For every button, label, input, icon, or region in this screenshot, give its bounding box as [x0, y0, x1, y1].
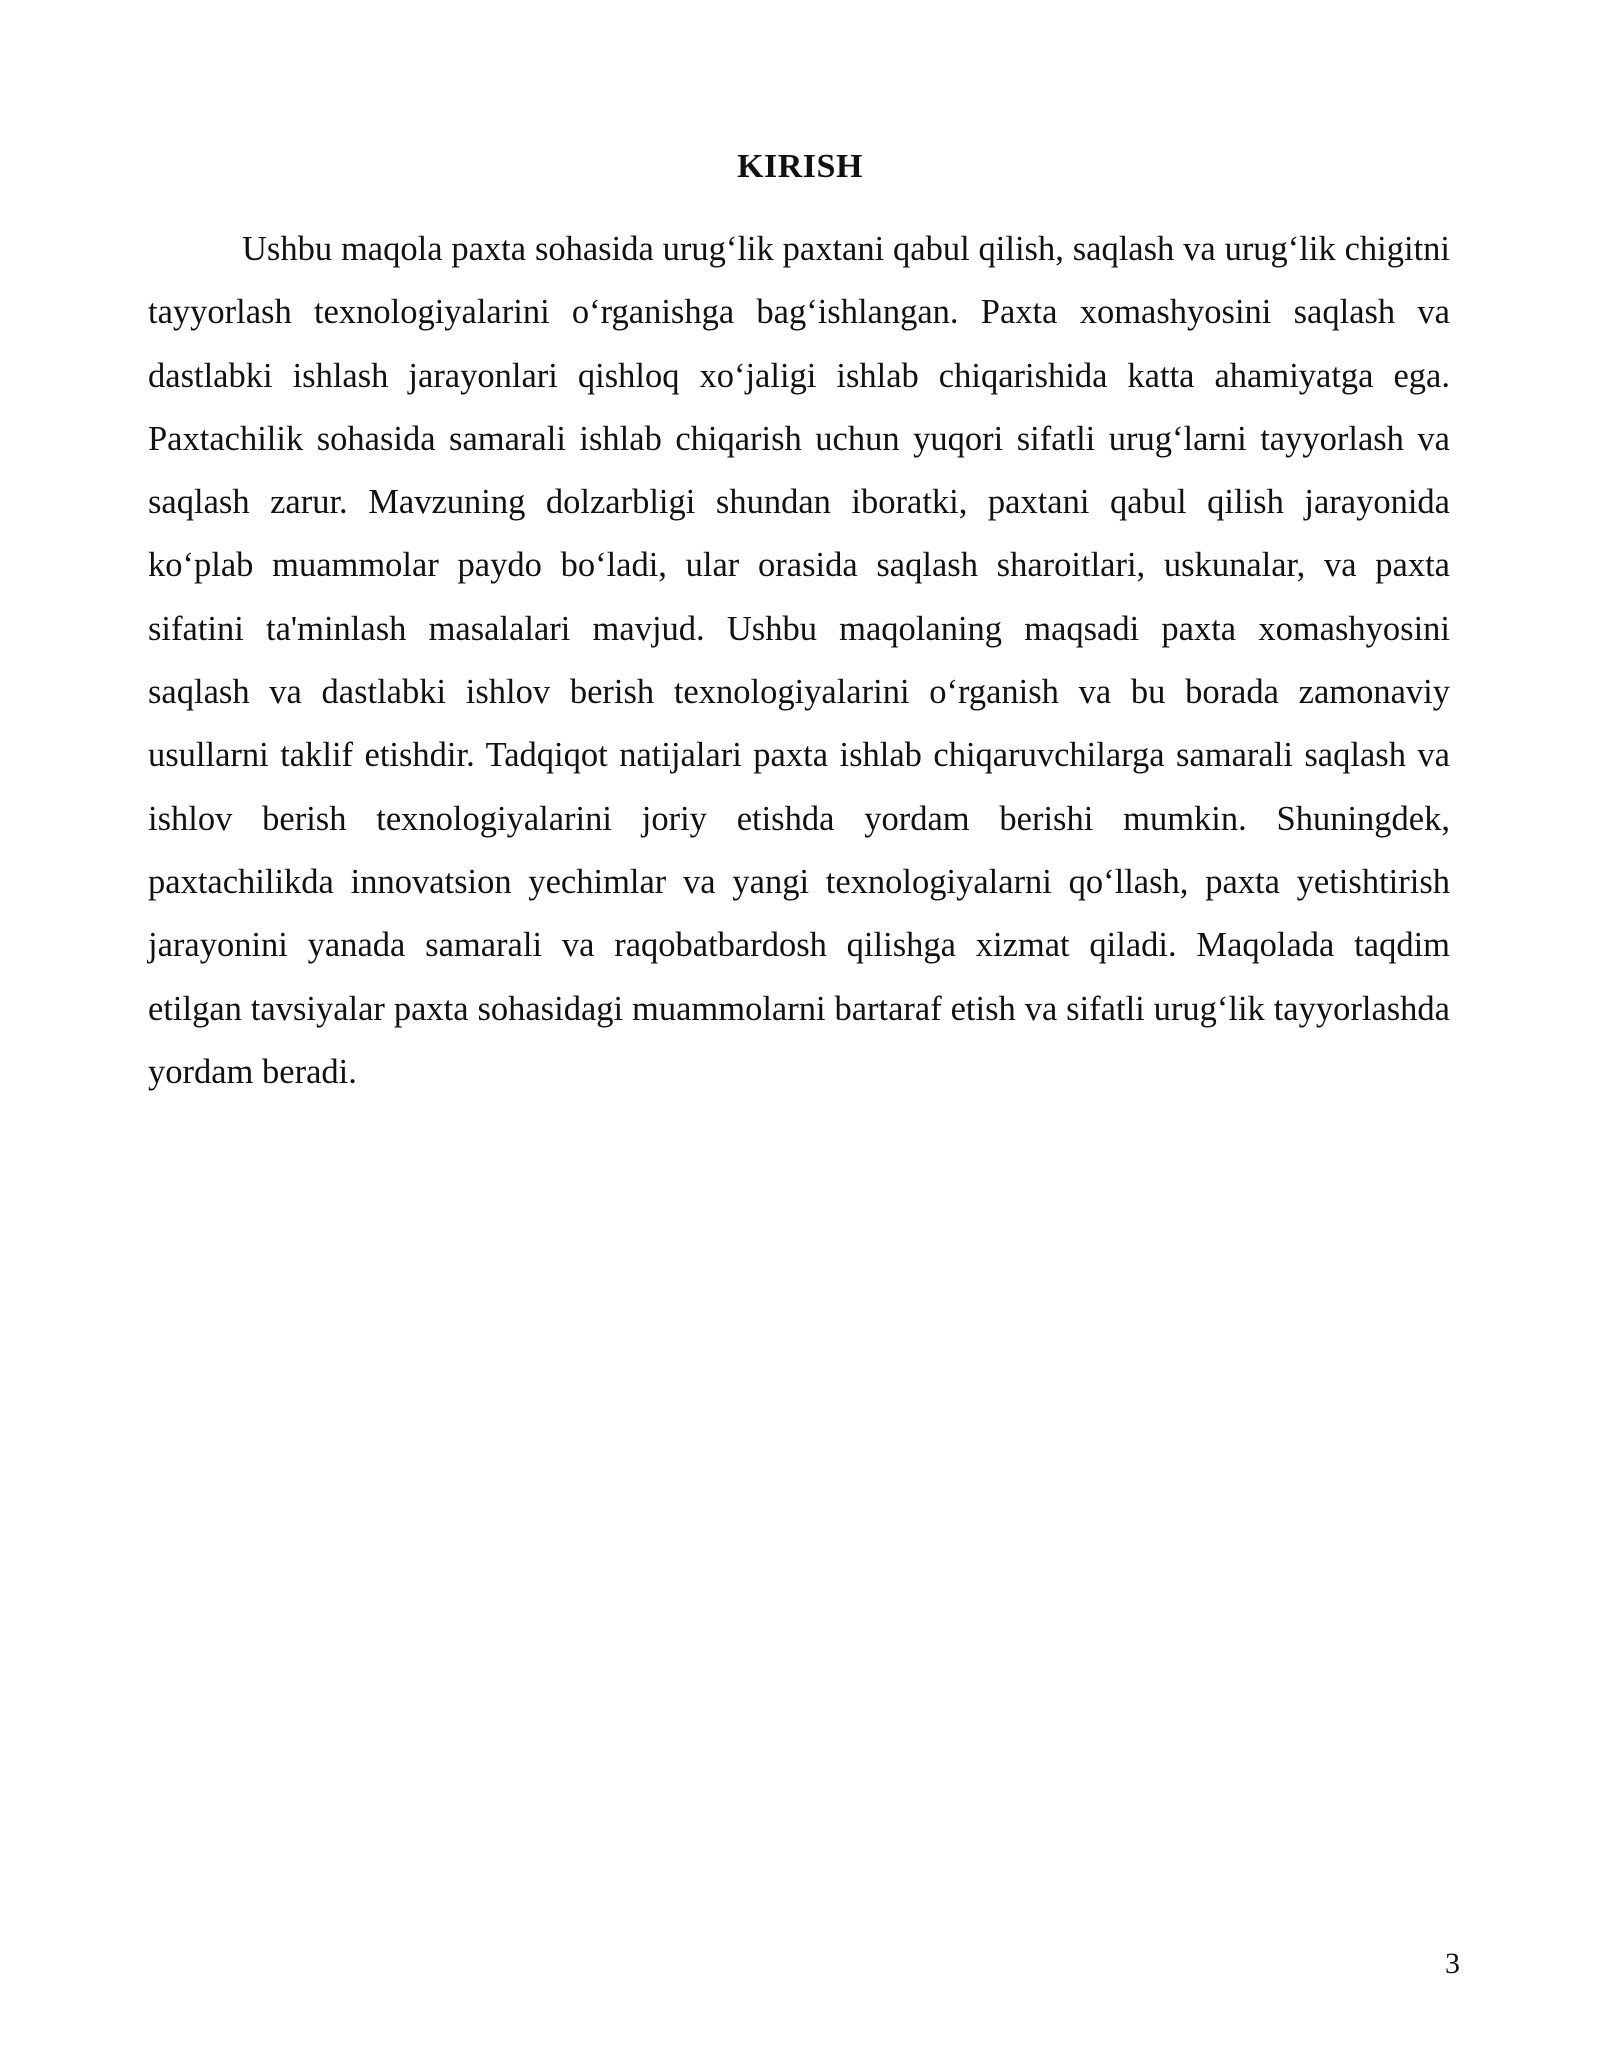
page-number: 3 [1445, 1947, 1460, 1980]
body-paragraph: Ushbu maqola paxta sohasida urug‘lik paxtani qabul qilish, saqlash va urug‘lik chigitni tayyorlash texnologiyalarini o‘rganishga bag‘ishlangan. Paxta xomashyosini saqlash va dastlabki ishlash jarayonlari qishloq xo‘jaligi ishlab chiqarishida katta ahamiyatga ega. Paxtachilik sohasida samarali ishlab chiqarish uchun yuqori sifatli urug‘larni tayyorlash va saqlash zarur. Mavzuning dolzarbligi shundan iboratki, paxtani qabul qilish jarayonida ko‘plab muammolar paydo bo‘ladi, ular orasida saqlash sharoitlari, uskunalar, va paxta sifatini ta'minlash masalalari mavjud. Ushbu maqolaning maqsadi paxta xomashyosini saqlash va dastlabki ishlov berish texnologiyalarini o‘rganish va bu borada zamonaviy usullarni taklif etishdir. Tadqiqot natijalari paxta ishlab chiqaruvchilarga samarali saqlash va ishlov berish texnologiyalarini joriy etishda yordam berishi mumkin. Shuningdek, paxtachilikda innovatsion yechimlar va yangi texnologiyalarni qo‘llash, paxta yetishtirish jarayonini yanada samarali va raqobatbardosh qilishga xizmat qiladi. Maqolada taqdim etilgan tavsiyalar paxta sohasidagi muammolarni bartaraf etish va sifatli urug‘lik tayyorlashda yordam beradi. [148, 230, 1450, 1091]
section-heading: KIRISH [737, 148, 863, 185]
